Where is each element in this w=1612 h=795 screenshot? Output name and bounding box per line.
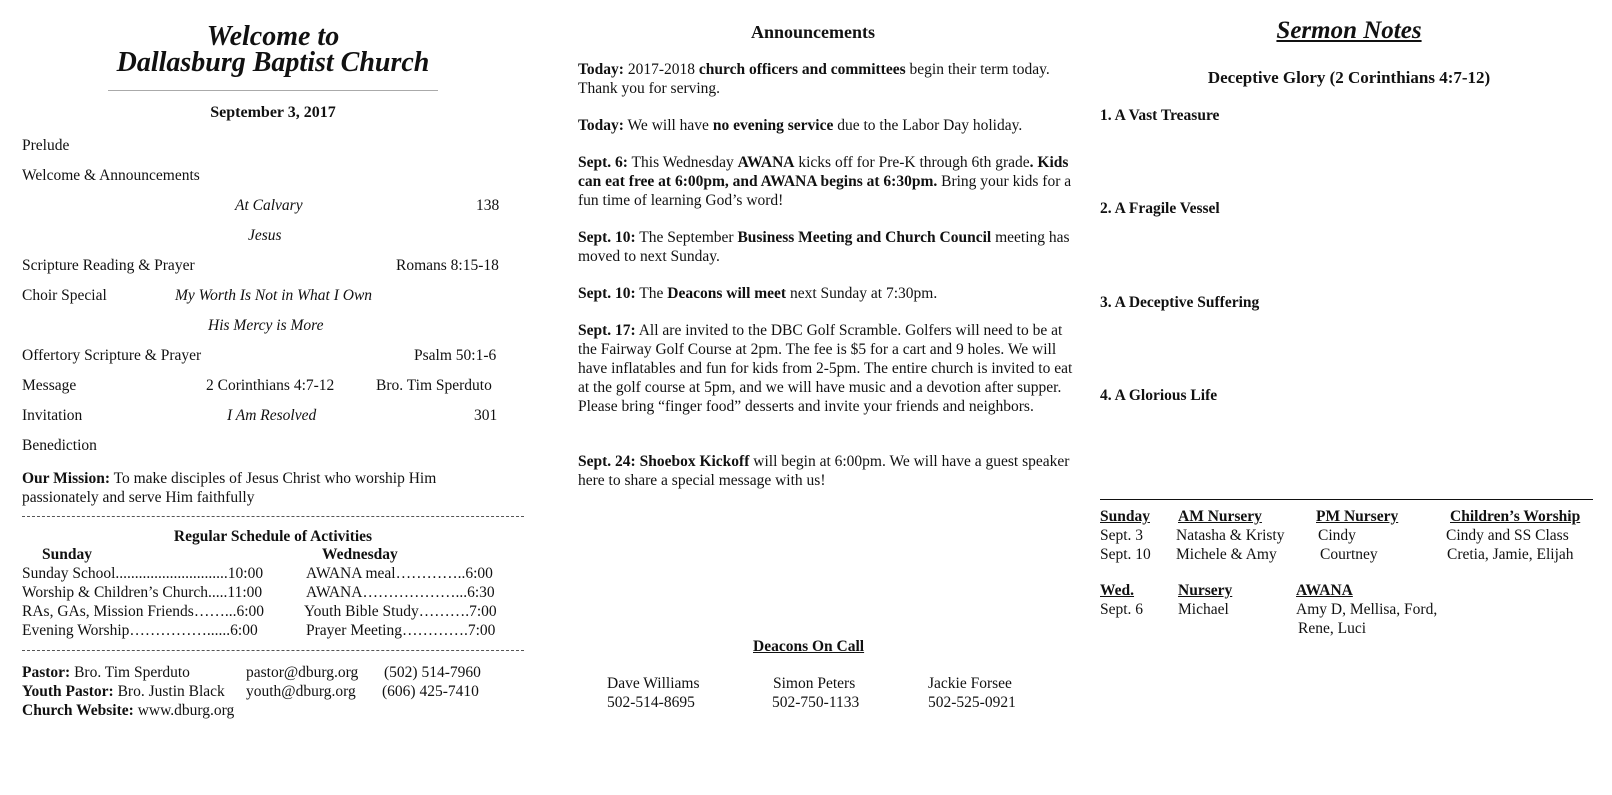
message-label: Message (22, 377, 77, 394)
nursery-cell: Cretia, Jamie, Elijah (1447, 546, 1574, 563)
nursery-cell: Natasha & Kristy (1176, 527, 1285, 544)
wed-cell: Rene, Luci (1298, 620, 1367, 637)
nursery-cell: Cindy and SS Class (1446, 527, 1569, 544)
benediction: Benediction (22, 437, 97, 454)
invitation-label: Invitation (22, 407, 83, 424)
deacon-phone: 502-525-0921 (928, 694, 1016, 711)
announcement-item: Sept. 10: The September Business Meeting and Church Council meeting has moved to next Sunday. (578, 229, 1070, 265)
hymn1-title: At Calvary (235, 197, 303, 214)
prelude: Prelude (22, 137, 70, 154)
nursery-cell: Sept. 10 (1100, 546, 1151, 563)
wed-header: Nursery (1178, 582, 1233, 599)
nursery-divider (1100, 499, 1593, 500)
pastor-email[interactable]: pastor@dburg.org (246, 664, 359, 681)
wed-header: Wed. (1100, 582, 1135, 599)
schedule-sunday-header: Sunday (42, 546, 92, 563)
choir-label: Choir Special (22, 287, 107, 304)
choir-song1: My Worth Is Not in What I Own (175, 287, 373, 304)
schedule-divider (22, 650, 524, 651)
nursery-cell: Cindy (1318, 527, 1356, 544)
deacon-phone: 502-750-1133 (772, 694, 860, 711)
youth-phone: (606) 425-7410 (382, 683, 479, 700)
wednesday-activity: Prayer Meeting………….7:00 (306, 622, 496, 639)
welcome-title-line1: Welcome to (206, 21, 340, 52)
deacon-phone: 502-514-8695 (607, 694, 695, 711)
invitation-number: 301 (474, 407, 498, 424)
choir-song2: His Mercy is More (208, 317, 324, 334)
nursery-header: Children’s Worship (1450, 508, 1581, 525)
pastor-line: Pastor: Bro. Tim Sperduto (22, 664, 190, 681)
welcome-title-line2: Dallasburg Baptist Church (116, 47, 430, 78)
nursery-header: Sunday (1100, 508, 1150, 525)
mission-line2: passionately and serve Him faithfully (22, 489, 255, 506)
offertory-label: Offertory Scripture & Prayer (22, 347, 202, 364)
wednesday-activity: AWANA………………...6:30 (306, 584, 495, 601)
announcement-item: Sept. 24: Shoebox Kickoff will begin at 6:00pm. We will have a guest speaker here to share a special message with us! (578, 453, 1070, 489)
title-divider (108, 90, 438, 91)
sermon-point: 4. A Glorious Life (1100, 387, 1218, 404)
mission-divider (22, 516, 524, 517)
wed-header: AWANA (1296, 582, 1353, 599)
nursery-header: PM Nursery (1316, 508, 1399, 525)
deacon-name: Simon Peters (773, 675, 856, 692)
announcement-item: Today: We will have no evening service due to the Labor Day holiday. (578, 117, 1023, 134)
sunday-activity: Sunday School.............................10:00 (22, 565, 264, 582)
wednesday-activity: AWANA meal…………..6:00 (306, 565, 493, 582)
schedule-wednesday-header: Wednesday (322, 546, 398, 563)
message-ref: 2 Corinthians 4:7-12 (206, 377, 335, 394)
scripture-ref: Romans 8:15-18 (396, 257, 499, 274)
youth-pastor-line: Youth Pastor: Bro. Justin Black (22, 683, 225, 700)
announcements-title: Announcements (750, 22, 875, 42)
scripture-label: Scripture Reading & Prayer (22, 257, 195, 274)
website-line: Church Website: www.dburg.org (22, 702, 235, 719)
deacon-name: Jackie Forsee (928, 675, 1012, 692)
sermon-point: 1. A Vast Treasure (1100, 107, 1220, 124)
sermon-point: 2. A Fragile Vessel (1100, 200, 1220, 217)
deacons-title: Deacons On Call (753, 638, 865, 655)
offertory-ref: Psalm 50:1-6 (414, 347, 497, 364)
youth-email[interactable]: youth@dburg.org (246, 683, 356, 700)
wednesday-activity: Youth Bible Study……….7:00 (304, 603, 497, 620)
wed-cell: Michael (1178, 601, 1229, 618)
wed-cell: Amy D, Mellisa, Ford, (1296, 601, 1438, 618)
message-speaker: Bro. Tim Sperduto (376, 377, 492, 394)
announcement-item: Sept. 10: The Deacons will meet next Sunday at 7:30pm. (578, 285, 938, 302)
sunday-activity: RAs, GAs, Mission Friends……...6:00 (22, 603, 264, 620)
nursery-header: AM Nursery (1178, 508, 1262, 525)
hymn1-number: 138 (476, 197, 500, 214)
sunday-activity: Evening Worship……………......6:00 (22, 622, 258, 639)
sermon-notes-title: Sermon Notes (1276, 17, 1422, 44)
announcement-item: Sept. 17: All are invited to the DBC Golf Scramble. Golfers will need to be at the Fairway Golf Course at 2pm. The fee is $5 for a cart and 9 holes. We will have inflatables and fun for kids from 2-5pm. The entire church is invited to eat at the golf course at 5pm, and we will have music and a devotion after supper. Please bring “finger food” desserts and invite your friends and neighbors. (578, 322, 1073, 415)
nursery-cell: Sept. 3 (1100, 527, 1144, 544)
nursery-cell: Michele & Amy (1176, 546, 1277, 563)
wed-cell: Sept. 6 (1100, 601, 1144, 618)
nursery-cell: Courtney (1320, 546, 1378, 563)
sermon-point: 3. A Deceptive Suffering (1100, 294, 1260, 311)
announcement-item: Sept. 6: This Wednesday AWANA kicks off for Pre-K through 6th grade. Kids can eat free at 6:00pm, and AWANA begins at 6:30pm. Bring your kids for a fun time of learning God’s word! (578, 154, 1072, 209)
bulletin-date: September 3, 2017 (210, 104, 336, 121)
deacon-name: Dave Williams (607, 675, 700, 692)
sermon-subtitle: Deceptive Glory (2 Corinthians 4:7-12) (1207, 68, 1491, 87)
schedule-title: Regular Schedule of Activities (173, 528, 373, 545)
invitation-song: I Am Resolved (227, 407, 317, 424)
welcome-announcements: Welcome & Announcements (22, 167, 200, 184)
announcement-item: Today: 2017-2018 church officers and committees begin their term today. Thank you for serving. (578, 61, 1050, 97)
pastor-phone: (502) 514-7960 (384, 664, 481, 681)
sunday-activity: Worship & Children’s Church.....11:00 (22, 584, 263, 601)
mission-line1: Our Mission: To make disciples of Jesus Christ who worship Him (22, 470, 437, 487)
hymn2-title: Jesus (248, 227, 282, 244)
